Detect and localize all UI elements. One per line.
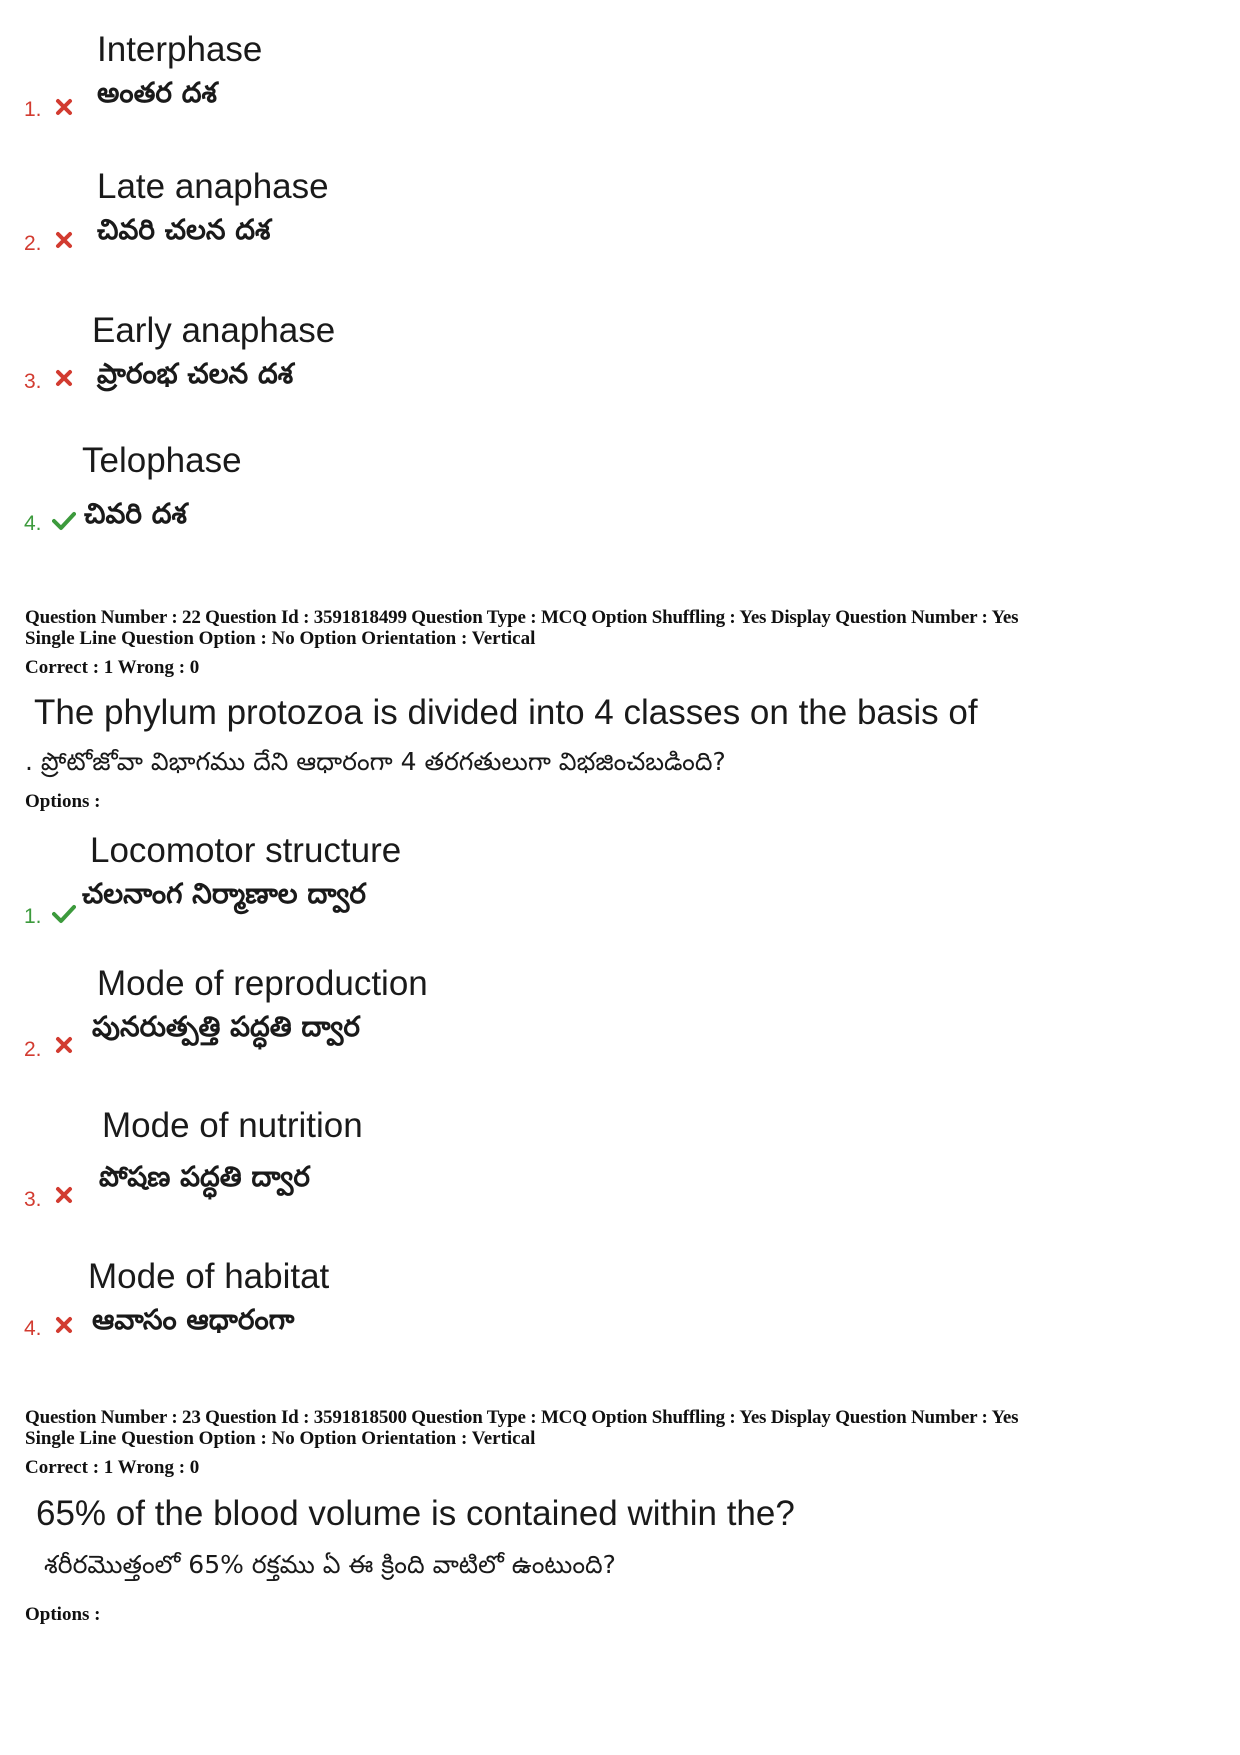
options-label: Options :: [25, 1604, 101, 1625]
question-meta: Question Number : 22 Question Id : 3591818499 Question Type : MCQ Option Shuffling : Yes Display Question Number : Yes: [25, 607, 1019, 628]
option-number: 1.: [24, 98, 42, 121]
option-text-te: చలనాంగ నిర్మాణాల ద్వార: [82, 877, 366, 910]
marks-info: Correct : 1 Wrong : 0: [25, 1457, 200, 1478]
option-number: 4.: [24, 1317, 42, 1340]
option-text-en: Early anaphase: [92, 311, 336, 350]
cross-icon: [54, 1315, 74, 1335]
question-meta: Question Number : 23 Question Id : 3591818500 Question Type : MCQ Option Shuffling : Yes Display Question Number : Yes: [25, 1407, 1019, 1428]
cross-icon: [54, 97, 74, 117]
option-text-en: Interphase: [97, 30, 263, 69]
question-text-te: . ప్రోటోజోవా విభాగము దేని ఆధారంగా 4 తరగతులుగా విభజించబడింది?: [25, 747, 726, 776]
question-text-te: శరీరమొత్తంలో 65% రక్తము ఏ ఈ క్రింది వాటిలో ఉంటుంది?: [44, 1550, 616, 1579]
cross-icon: [54, 1185, 74, 1205]
option-text-te: ఆవాసం ఆధారంగా: [92, 1303, 295, 1336]
option-number: 3.: [24, 370, 42, 393]
question-text-en: The phylum protozoa is divided into 4 classes on the basis of: [34, 693, 978, 732]
question-meta-options: Single Line Question Option : No Option Orientation : Vertical: [25, 628, 536, 649]
option-text-te: చివరి చలన దశ: [97, 213, 271, 246]
option-number: 4.: [24, 512, 42, 535]
option-text-en: Mode of reproduction: [97, 964, 428, 1003]
option-text-te: అంతర దశ: [97, 76, 217, 109]
option-text-en: Mode of nutrition: [102, 1106, 363, 1145]
cross-icon: [54, 1035, 74, 1055]
question-text-en: 65% of the blood volume is contained within the?: [36, 1494, 795, 1533]
option-text-en: Mode of habitat: [88, 1257, 330, 1296]
options-label: Options :: [25, 791, 101, 812]
question-meta-options: Single Line Question Option : No Option Orientation : Vertical: [25, 1428, 536, 1449]
check-icon: [52, 904, 76, 924]
option-text-te: పునరుత్పత్తి పద్ధతి ద్వార: [92, 1010, 360, 1043]
option-text-en: Late anaphase: [97, 167, 329, 206]
cross-icon: [54, 230, 74, 250]
option-text-te: ప్రారంభ చలన దశ: [97, 357, 294, 390]
option-number: 2.: [24, 1038, 42, 1061]
cross-icon: [54, 368, 74, 388]
option-text-te: పోషణ పద్ధతి ద్వార: [99, 1160, 310, 1193]
option-number: 2.: [24, 232, 42, 255]
option-number: 3.: [24, 1188, 42, 1211]
option-text-te: చివరి దశ: [84, 497, 187, 530]
check-icon: [52, 511, 76, 531]
marks-info: Correct : 1 Wrong : 0: [25, 657, 200, 678]
option-text-en: Telophase: [82, 441, 242, 480]
option-number: 1.: [24, 905, 42, 928]
option-text-en: Locomotor structure: [90, 831, 402, 870]
